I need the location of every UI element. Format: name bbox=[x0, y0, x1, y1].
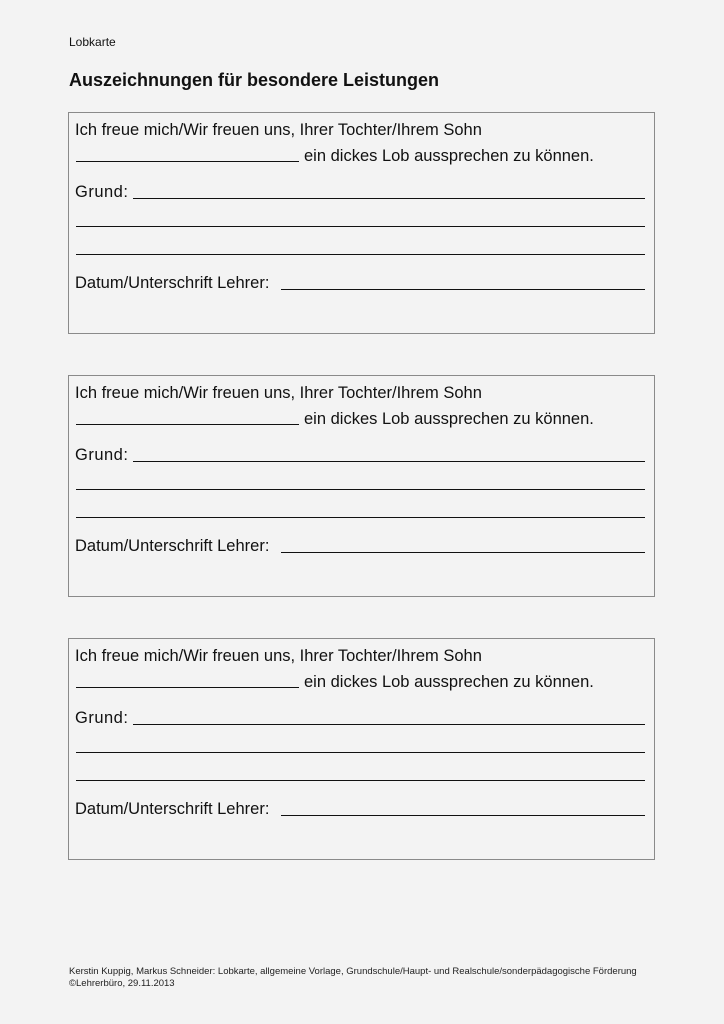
reason-line-3[interactable] bbox=[76, 780, 645, 781]
reason-line-2[interactable] bbox=[76, 226, 645, 227]
reason-line-3[interactable] bbox=[76, 517, 645, 518]
card-intro-text: Ich freue mich/Wir freuen uns, Ihrer Tochter/Ihrem Sohn bbox=[75, 384, 482, 402]
signature-label: Datum/Unterschrift Lehrer: bbox=[75, 800, 270, 818]
reason-line-2[interactable] bbox=[76, 752, 645, 753]
footer-credits bbox=[69, 966, 637, 990]
reason-line[interactable] bbox=[133, 724, 645, 725]
footer-copyright: ©Lehrerbüro, 29.11.2013 bbox=[69, 978, 175, 989]
praise-card bbox=[68, 112, 655, 334]
reason-line[interactable] bbox=[133, 198, 645, 199]
signature-line[interactable] bbox=[281, 552, 645, 553]
document-header-label: Lobkarte bbox=[69, 35, 116, 49]
signature-line[interactable] bbox=[281, 815, 645, 816]
signature-label: Datum/Unterschrift Lehrer: bbox=[75, 274, 270, 292]
reason-line[interactable] bbox=[133, 461, 645, 462]
card-intro-text: Ich freue mich/Wir freuen uns, Ihrer Tochter/Ihrem Sohn bbox=[75, 121, 482, 139]
footer-authors: Kerstin Kuppig, Markus Schneider: Lobkarte, allgemeine Vorlage, Grundschule/Haupt- und Realschule/sonderpädagogische Förderung bbox=[69, 966, 637, 977]
reason-label: Grund: bbox=[75, 709, 129, 727]
card-praise-text: ein dickes Lob aussprechen zu können. bbox=[304, 147, 594, 165]
signature-line[interactable] bbox=[281, 289, 645, 290]
card-praise-text: ein dickes Lob aussprechen zu können. bbox=[304, 410, 594, 428]
reason-label: Grund: bbox=[75, 183, 129, 201]
card-praise-text: ein dickes Lob aussprechen zu können. bbox=[304, 673, 594, 691]
praise-card bbox=[68, 638, 655, 860]
reason-line-3[interactable] bbox=[76, 254, 645, 255]
page-title: Auszeichnungen für besondere Leistungen bbox=[69, 70, 440, 90]
child-name-line[interactable] bbox=[76, 687, 299, 688]
praise-card bbox=[68, 375, 655, 597]
signature-label: Datum/Unterschrift Lehrer: bbox=[75, 537, 270, 555]
reason-line-2[interactable] bbox=[76, 489, 645, 490]
card-intro-text: Ich freue mich/Wir freuen uns, Ihrer Tochter/Ihrem Sohn bbox=[75, 647, 482, 665]
child-name-line[interactable] bbox=[76, 161, 299, 162]
child-name-line[interactable] bbox=[76, 424, 299, 425]
reason-label: Grund: bbox=[75, 446, 129, 464]
